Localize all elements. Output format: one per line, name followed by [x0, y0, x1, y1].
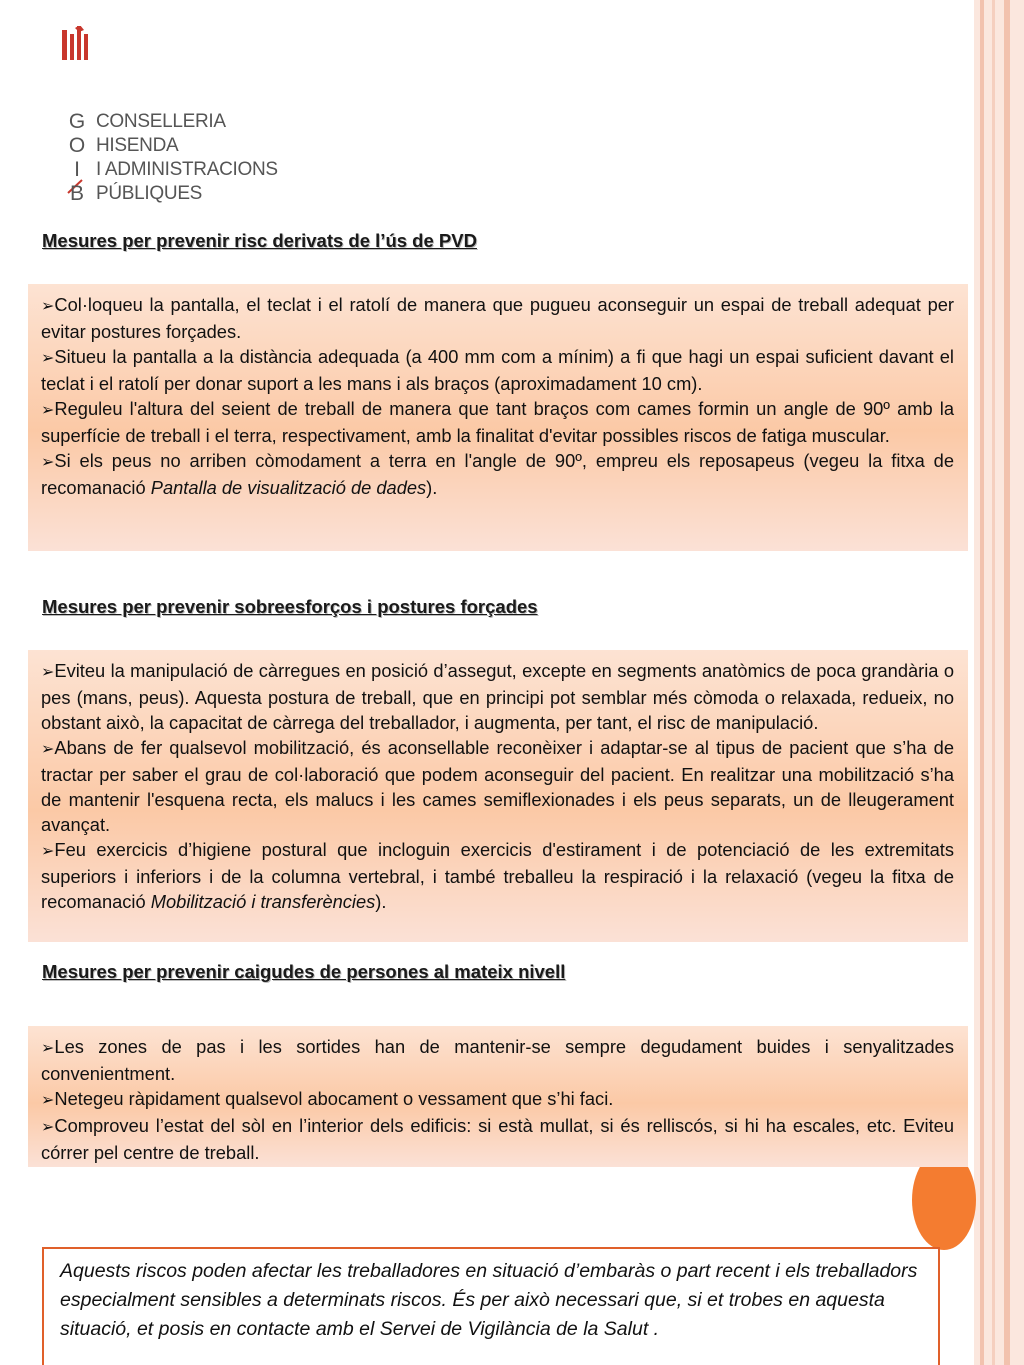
arrow-bullet-icon: ➢: [41, 298, 55, 315]
arrow-bullet-icon: ➢: [41, 1119, 55, 1136]
logo-line: CONSELLERIA: [96, 111, 226, 132]
list-item: ➢Netegeu ràpidament qualsevol abocament o vessament que s’hi faci.: [41, 1088, 614, 1109]
list-item: ➢Comproveu l’estat del sòl en l’interior dels edificis: si està mullat, si és relliscós, si hi ha escales, etc. Eviteu córrer pel centre de treball.: [41, 1115, 954, 1163]
list-item: ➢Abans de fer qualsevol mobilització, és aconsellable reconèixer i adaptar-se al tipus de pacient que s’ha de tractar per saber el grau de col·laboració que podem aconseguir del pacient. En realitzar una mobilització s’ha de mantenir l'esquena recta, els malucs i les cames semiflexionades i els peus separats, un de lleugerament avançat.: [41, 737, 954, 835]
logo-letter: I: [74, 158, 80, 181]
list-item: ➢Situeu la pantalla a la distància adequada (a 400 mm com a mínim) a fi que hagi un espai suficient davant el teclat i el ratolí per donar suport a les mans i als braços (aproximadament 10 cm).: [41, 346, 954, 394]
list-item: ➢Col·loqueu la pantalla, el teclat i el ratolí de manera que pugueu aconseguir un espai de treball adequat per evitar postures forçades.: [41, 294, 954, 342]
warning-note-text: Aquests riscos poden afectar les treballadores en situació d’embaràs o part recent i els treballadors especialment sensibles a determinats riscos. És per això necessari que, si et trobes en aquesta situació, et posis en contacte amb el Servei de Vigilància de la Salut .: [60, 1260, 918, 1340]
arrow-bullet-icon: ➢: [41, 350, 55, 367]
arrow-bullet-icon: ➢: [41, 454, 55, 471]
reference-title: Pantalla de visualització de dades: [150, 477, 427, 498]
arrow-bullet-icon: ➢: [41, 1040, 55, 1057]
list-item: ➢Reguleu l'altura del seient de treball de manera que tant braços com cames formin un angle de 90º amb la superfície de treball i el terra, respectivament, amb la finalitat d'evitar possibles riscos de fatiga muscular.: [41, 398, 954, 446]
right-decorative-stripes: [974, 0, 1024, 1365]
logo-line: HISENDA: [96, 135, 179, 156]
arrow-bullet-icon: ➢: [41, 741, 55, 758]
reference-title: Mobilització i transferències: [150, 891, 376, 912]
logo-letter: G: [68, 110, 86, 133]
logo-text: [96, 110, 278, 206]
goib-logo: [62, 26, 302, 205]
list-item: ➢Si els peus no arriben còmodament a terra en l'angle de 90º, empreu els reposapeus (vegeu la fitxa de recomanació Pantalla de visualització de dades).: [41, 450, 954, 498]
arrow-bullet-icon: ➢: [41, 664, 55, 681]
logo-letter: O: [68, 134, 86, 157]
list-item: ➢Feu exercicis d’higiene postural que incloguin exercicis d'estirament i de potenciació de les extremitats superiors i inferiors i de la columna vertebral, i també treballeu la respiració i la relaxació (vegeu la fitxa de recomanació Mobilització i transferències).: [41, 839, 954, 912]
arrow-bullet-icon: ➢: [41, 402, 55, 419]
warning-note-box: [42, 1247, 940, 1365]
section-box-sobreesforcos: [28, 650, 968, 942]
section-box-caigudes: [28, 1026, 968, 1167]
section-heading-sobreesforcos: Mesures per prevenir sobreesforços i postures forçades: [42, 596, 538, 617]
section-heading-pvd: Mesures per prevenir risc derivats de l’ús de PVD: [42, 230, 477, 251]
list-item: ➢Les zones de pas i les sortides han de mantenir-se sempre degudament buides i senyalitzades convenientment.: [41, 1036, 954, 1084]
list-item: ➢Eviteu la manipulació de càrregues en posició d’assegut, excepte en segments anatòmics de poca grandària o pes (mans, peus). Aquesta postura de treball, que en principi pot semblar més còmoda o relaxada, redueix, no obstant això, la capacitat de càrrega del treballador, i augmenta, per tant, el risc de manipulació.: [41, 660, 954, 733]
logo-line: PÚBLIQUES: [96, 183, 203, 204]
arrow-bullet-icon: ➢: [41, 1092, 55, 1109]
logo-letter: B: [69, 182, 84, 205]
logo-line: I ADMINISTRACIONS: [96, 159, 278, 180]
section-heading-caigudes: Mesures per prevenir caigudes de persones al mateix nivell: [42, 961, 566, 982]
logo-letters: [66, 110, 88, 206]
arrow-bullet-icon: ➢: [41, 843, 55, 860]
section-box-pvd: [28, 284, 968, 551]
